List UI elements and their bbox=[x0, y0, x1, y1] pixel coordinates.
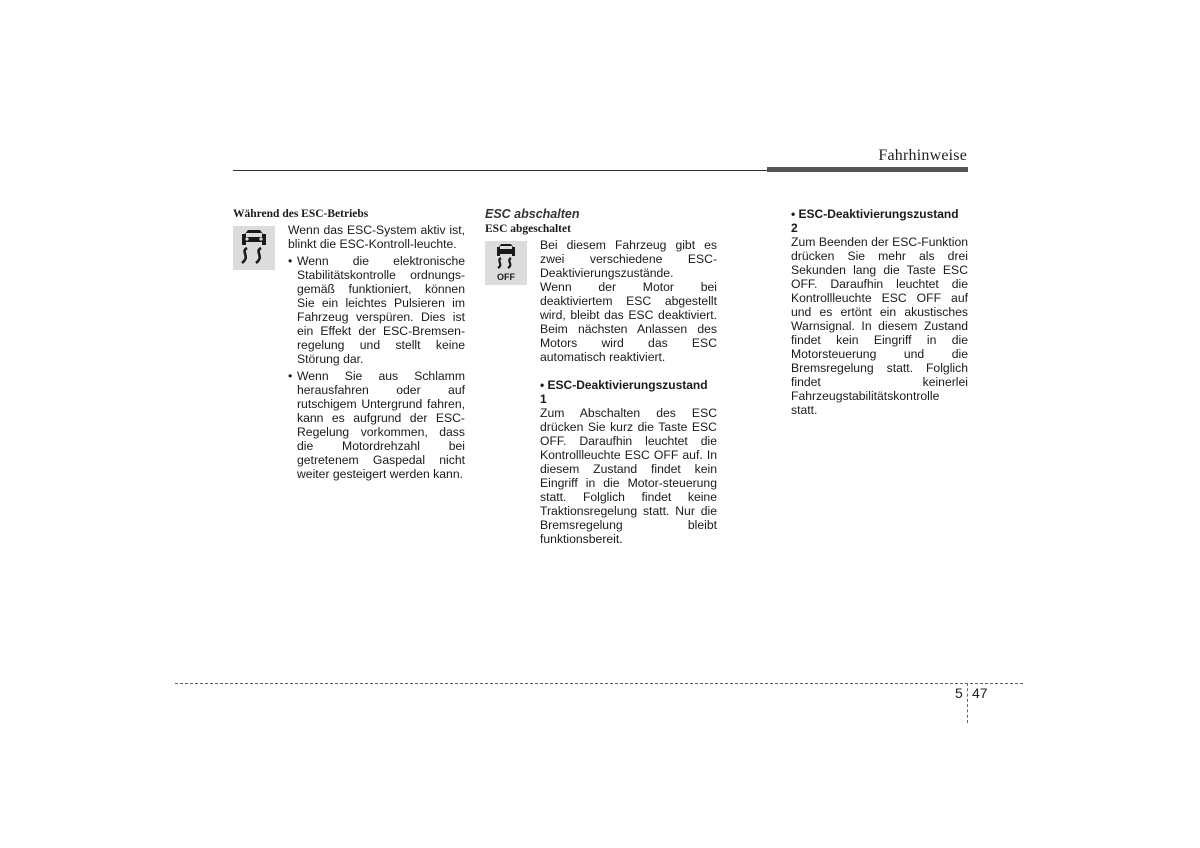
chapter-number: 5 bbox=[955, 685, 963, 701]
footer-rule bbox=[175, 683, 1023, 684]
list-item: • Wenn die elektronische Stabilitätskontrolle ordnungs-gemäß funktioniert, können Sie ein leichtes Pulsieren im Fahrzeug verspüren. Dies ist ein Effekt der ESC-Bremsen-regelung und stellt keine Störung dar. bbox=[288, 254, 465, 366]
subheading-esc-disabled: ESC abgeschaltet bbox=[485, 223, 571, 235]
page-number: 47 bbox=[972, 685, 988, 701]
bullet-pulsing: Wenn die elektronische Stabilitätskontrolle ordnungs-gemäß funktioniert, können Sie ein leichtes Pulsieren im Fahrzeug verspüren. Dies ist ein Effekt der ESC-Bremsen-regelung und stellt keine Störung dar. bbox=[297, 254, 465, 366]
running-header-title: Fahrhinweise bbox=[878, 147, 967, 164]
state2-text: Zum Beenden der ESC-Funktion drücken Sie mehr als drei Sekunden lang die Taste ESC OFF. Daraufhin leuchtet die Kontrollleuchte ESC OFF auf und es ertönt ein akustisches Warnsignal. In diesem Zustand findet kein Eingriff in die Motorsteuerung und die Bremsregelung statt. Folglich findet keinerlei Fahrzeugstabilitätskontrolle statt. bbox=[791, 235, 968, 417]
section-heading-esc-operation: Während des ESC-Betriebs bbox=[233, 208, 369, 220]
state2-title-text: ESC-Deaktivierungszustand 2 bbox=[791, 207, 959, 235]
state1-text: Zum Abschalten des ESC drücken Sie kurz die Taste ESC OFF. Daraufhin leuchtet die Kontrollleuchte ESC OFF auf. In diesem Zustand findet kein Eingriff in die Motor-steuerung statt. Folglich findet keine Traktionsregelung statt. Nur die Bremsregelung bleibt funktionsbereit. bbox=[540, 406, 717, 546]
esc-skid-car-icon bbox=[233, 226, 275, 270]
column-esc-operation bbox=[233, 207, 465, 481]
list-item: • Wenn Sie aus Schlamm herausfahren oder auf rutschigem Untergrund fahren, kann es aufgrund der ESC-Regelung vorkommen, dass die Motordrehzahl bei getretenem Gaspedal nicht weiter gesteigert werden kann. bbox=[288, 369, 465, 481]
state1-title-text: ESC-Deaktivierungszustand 1 bbox=[540, 378, 708, 406]
esc-off-icon bbox=[485, 241, 527, 285]
state2-title: • ESC-Deaktivierungszustand 2 bbox=[791, 207, 959, 235]
section-heading-esc-off: ESC abschalten bbox=[485, 207, 580, 221]
bullet-mud: Wenn Sie aus Schlamm herausfahren oder auf rutschigem Untergrund fahren, kann es aufgrund der ESC-Regelung vorkommen, dass die Motordrehzahl bei getretenem Gaspedal nicht weiter gesteigert werden kann. bbox=[297, 369, 465, 481]
state1-title: • ESC-Deaktivierungszustand 1 bbox=[540, 378, 708, 406]
esc-off-para-engine: Wenn der Motor bei deaktiviertem ESC abgestellt wird, bleibt das ESC deaktiviert. Beim nächsten Anlassen des Motors wird das ESC automatisch reaktiviert. bbox=[540, 280, 717, 364]
header-rule-thin bbox=[233, 170, 767, 171]
column-esc-state2 bbox=[791, 207, 968, 417]
header-rule-thick bbox=[767, 167, 968, 172]
esc-operation-intro: Wenn das ESC-System aktiv ist, blinkt die ESC-Kontroll-leuchte. bbox=[288, 223, 465, 251]
footer-divider bbox=[967, 683, 968, 723]
column-esc-off bbox=[485, 207, 717, 546]
esc-off-para-states: Bei diesem Fahrzeug gibt es zwei verschiedene ESC-Deaktivierungszustände. bbox=[540, 238, 717, 280]
esc-off-icon-label: OFF bbox=[497, 272, 515, 282]
